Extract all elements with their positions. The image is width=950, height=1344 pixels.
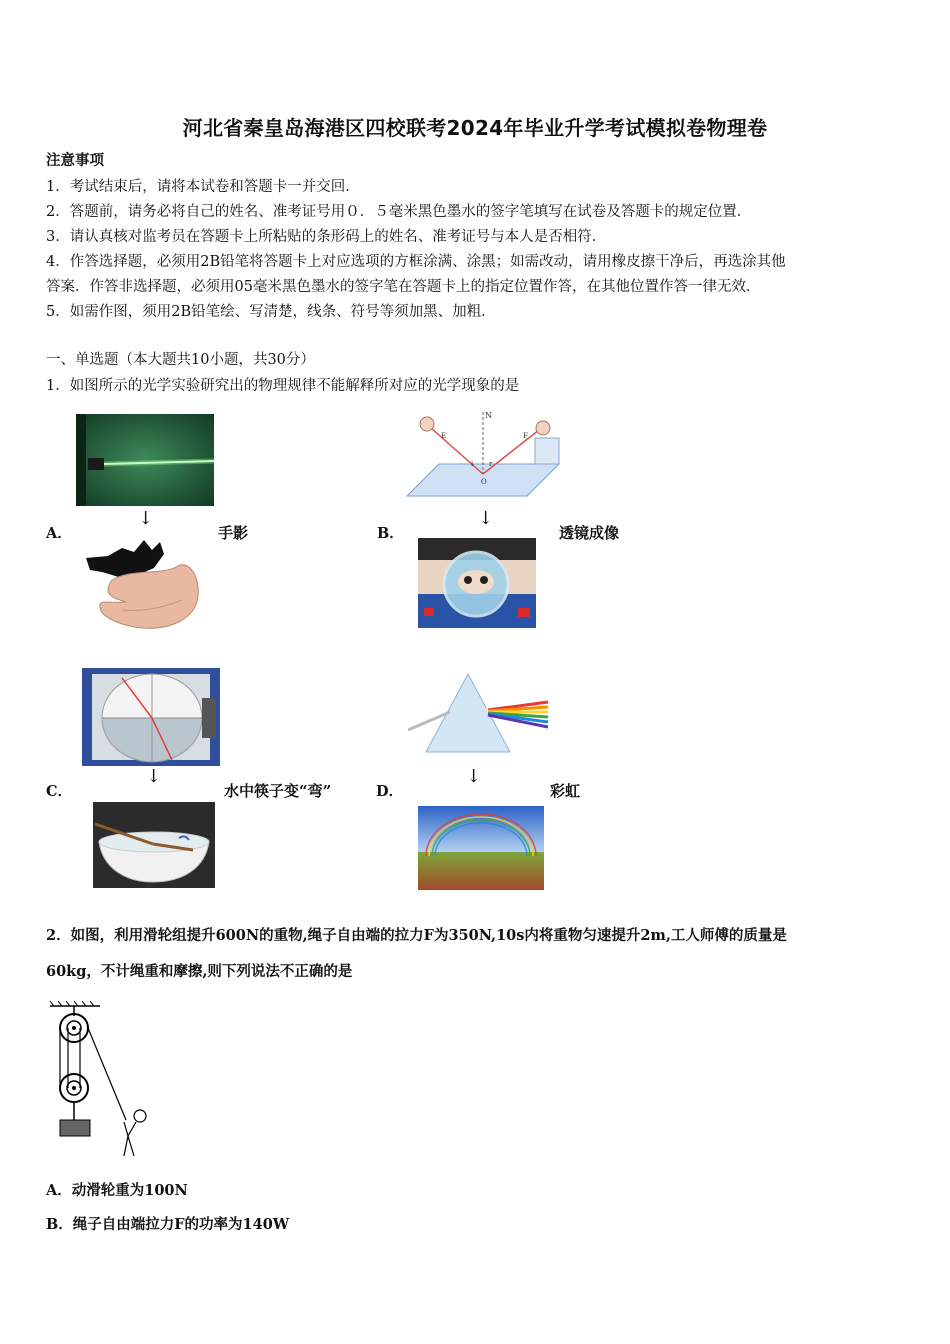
point-o-label: O: [481, 478, 487, 486]
option-b-caption: 透镜成像: [559, 524, 620, 542]
angle-r-label: r: [489, 460, 493, 468]
option-d-caption: 彩虹: [550, 782, 581, 800]
question-2-option-b: B．绳子自由端拉力F的功率为140W: [46, 1216, 290, 1233]
down-arrow-icon: ↓: [466, 766, 482, 787]
hand-shadow-photo: [82, 538, 206, 632]
notice-item: 1．考试结束后，请将本试卷和答题卡一并交回．: [46, 179, 360, 195]
option-c-label: C．: [46, 783, 73, 800]
question-2-stem-line2: 60kg，不计绳重和摩擦,则下列说法不正确的是: [46, 963, 353, 980]
section-heading: 一、单选题（本大题共10小题，共30分）: [46, 352, 315, 368]
notice-item: 5．如需作图，须用2B铅笔绘、写清楚，线条、符号等须加黑、加粗．: [46, 304, 496, 320]
notice-item: 答案．作答非选择题，必须用05毫米黑色墨水的签字笔在答题卡上的指定位置作答，在其他位置作答一律无效．: [46, 279, 761, 295]
rainbow-photo: [418, 806, 544, 890]
reflected-label: F: [523, 432, 528, 440]
water-lens-photo: [418, 538, 536, 628]
option-c-caption: 水中筷子变“弯”: [224, 782, 332, 800]
notice-item: 4．作答选择题，必须用2B铅笔将答题卡上对应选项的方框涂满、涂黑；如需改动，请用橡皮擦干净后，再选涂其他: [46, 254, 786, 270]
question-2-option-a: A．动滑轮重为100N: [46, 1182, 188, 1199]
option-b-label: B．: [377, 525, 404, 542]
prism-dispersion-diagram: [408, 668, 550, 758]
question-1-stem: 1．如图所示的光学实验研究出的物理规律不能解释所对应的光学现象的是: [46, 378, 520, 394]
notice-item: 3．请认真核对监考员在答题卡上所粘贴的条形码上的姓名、准考证号与本人是否相符．: [46, 229, 607, 245]
angle-i-label: i: [471, 460, 474, 468]
question-2-stem-line1: 2．如图，利用滑轮组提升600N的重物,绳子自由端的拉力F为350N,10s内将重物匀速提升2m,工人师傅的质量是: [46, 927, 787, 944]
page-title: 河北省秦皇岛海港区四校联考2024年毕业升学考试模拟卷物理卷: [182, 116, 768, 140]
normal-label: N: [485, 411, 492, 420]
chopsticks-bowl-photo: [93, 802, 215, 888]
option-a-caption: 手影: [218, 524, 249, 542]
option-d-label: D．: [376, 783, 404, 800]
option-a-label: A．: [46, 525, 72, 542]
laser-photo: [76, 414, 214, 506]
notice-heading: 注意事项: [46, 152, 104, 169]
down-arrow-icon: ↓: [146, 766, 162, 787]
refraction-protractor-photo: [82, 668, 220, 766]
incident-label: E: [441, 432, 447, 440]
pulley-diagram: [44, 1000, 156, 1160]
down-arrow-icon: ↓: [138, 508, 154, 529]
notice-item: 2．答题前，请务必将自己的姓名、准考证号用０．５毫米黑色墨水的签字笔填写在试卷及答题卡的规定位置．: [46, 204, 752, 220]
reflection-diagram: [405, 408, 563, 504]
down-arrow-icon: ↓: [478, 508, 494, 529]
